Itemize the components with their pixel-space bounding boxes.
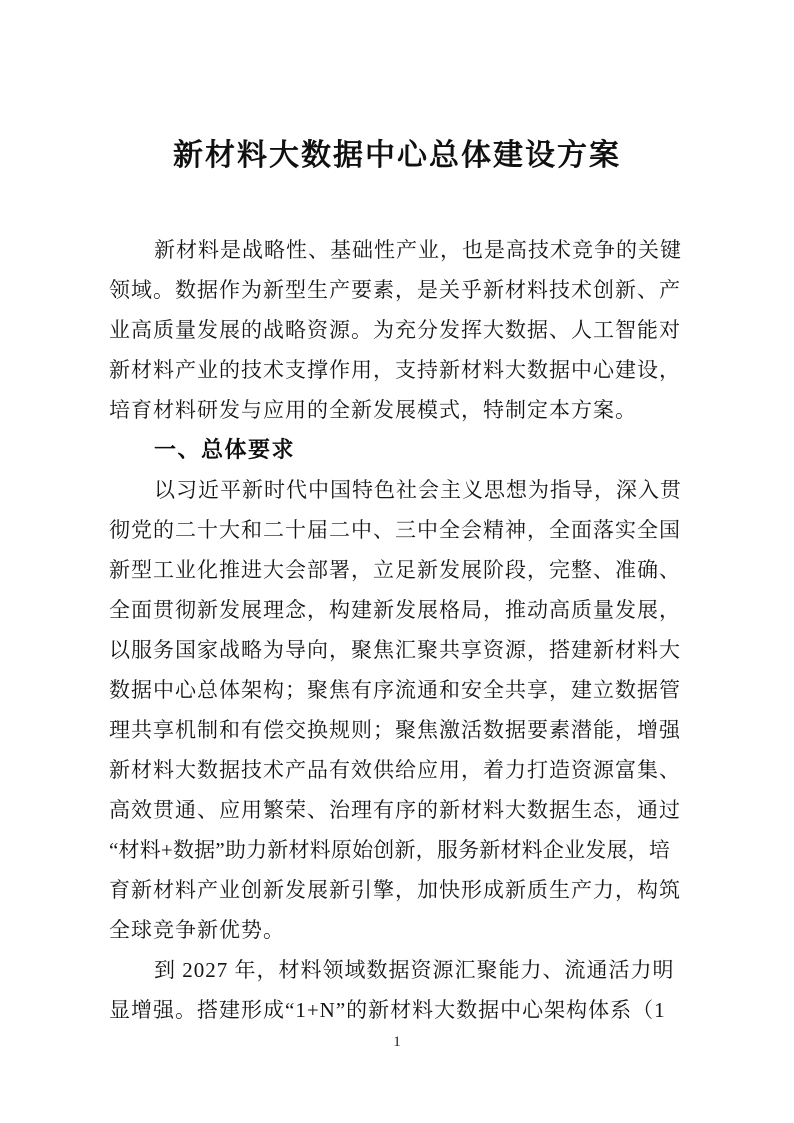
paragraph-1-line: 业高质量发展的战略资源。为充分发挥大数据、人工智能对 xyxy=(109,318,681,342)
paragraph-3-line: 到 2027 年，材料领域数据资源汇聚能力、流通活力明 xyxy=(154,958,675,982)
paragraph-1-line: 领域。数据作为新型生产要素，是关乎新材料技术创新、产 xyxy=(109,278,681,302)
paragraph-2-line: 彻党的二十大和二十届二中、三中全会精神，全面落实全国 xyxy=(109,518,681,542)
page-number: 1 xyxy=(393,1034,401,1050)
document-title: 新材料大数据中心总体建设方案 xyxy=(173,139,621,172)
paragraph-2-line: 育新材料产业创新发展新引擎，加快形成新质生产力，构筑 xyxy=(109,878,681,902)
document-body xyxy=(109,230,681,1030)
paragraph-3-line: 显增强。搭建形成“1+N”的新材料大数据中心架构体系（1 xyxy=(109,998,666,1022)
paragraph-2-line: 以服务国家战略为导向，聚焦汇聚共享资源，搭建新材料大 xyxy=(109,638,681,662)
paragraph-2-line: “材料+数据”助力新材料原始创新，服务新材料企业发展，培 xyxy=(109,838,671,862)
paragraph-1-line: 新材料是战略性、基础性产业，也是高技术竞争的关键 xyxy=(154,238,682,262)
paragraph-2-line: 全球竞争新优势。 xyxy=(109,918,285,942)
paragraph-2-line: 数据中心总体架构；聚焦有序流通和安全共享，建立数据管 xyxy=(109,678,681,702)
section-heading-overall-requirements: 一、总体要求 xyxy=(154,437,296,462)
paragraph-1-line: 培育材料研发与应用的全新发展模式，特制定本方案。 xyxy=(109,398,637,422)
paragraph-2-line: 理共享机制和有偿交换规则；聚焦激活数据要素潜能，增强 xyxy=(109,718,681,742)
paragraph-2-line: 以习近平新时代中国特色社会主义思想为指导，深入贯 xyxy=(154,478,682,502)
paragraph-2-line: 高效贯通、应用繁荣、治理有序的新材料大数据生态，通过 xyxy=(109,798,681,822)
paragraph-2-line: 全面贯彻新发展理念，构建新发展格局，推动高质量发展， xyxy=(109,598,681,622)
paragraph-2-line: 新材料大数据技术产品有效供给应用，着力打造资源富集、 xyxy=(109,758,681,782)
paragraph-1-line: 新材料产业的技术支撑作用，支持新材料大数据中心建设， xyxy=(109,358,681,382)
paragraph-2-line: 新型工业化推进大会部署，立足新发展阶段，完整、准确、 xyxy=(109,558,681,582)
